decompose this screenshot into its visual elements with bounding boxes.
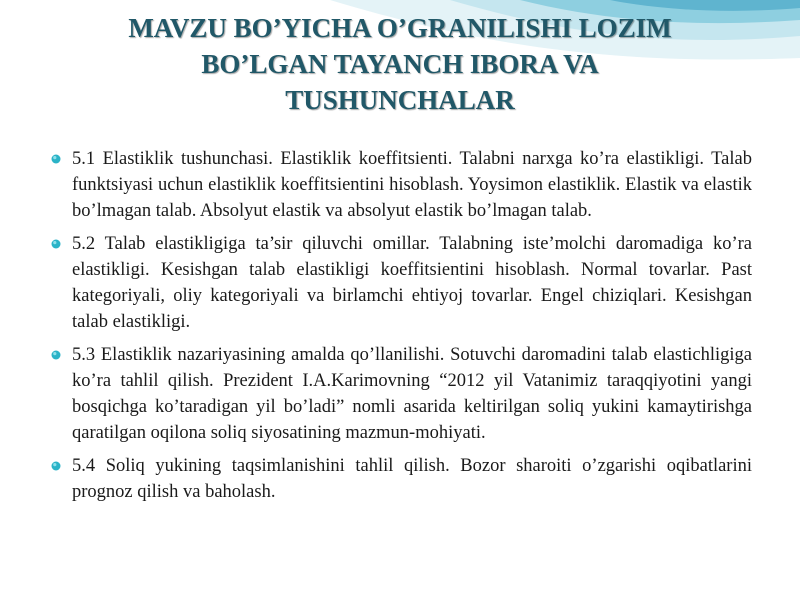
slide-title: [40, 10, 760, 118]
title-line: MAVZU BO’YICHA O’GRANILISHI LOZIM: [128, 13, 672, 43]
title-line: BO’LGAN TAYANCH IBORA VA: [201, 49, 599, 79]
list-item-text: 5.4 Soliq yukining taqsimlanishini tahlil qilish. Bozor sharoiti o’zgarishi oqibatlarini prognoz qilish va baholash.: [72, 456, 752, 502]
teal-dot-bullet-icon: [51, 461, 61, 471]
teal-dot-bullet-icon: [51, 239, 61, 249]
list-item: [50, 453, 752, 505]
list-item: [50, 342, 752, 446]
teal-dot-bullet-icon: [51, 350, 61, 360]
list-item-text: 5.3 Elastiklik nazariyasining amalda qo’llanilishi. Sotuvchi daromadini talab elastichligiga ko’ra tahlil qilish. Prezident I.A.Karimovning “2012 yil Vatanimiz taraqqiyotini yangi bosqichga ko’taradigan yil bo’ladi” nomli asarida keltirilgan soliq yukini kamaytirishga qaratilgan oqilona soliq siyosatining mazmun-mohiyati.: [72, 345, 752, 443]
list-item: [50, 146, 752, 224]
teal-dot-bullet-icon: [51, 154, 61, 164]
list-item-text: 5.1 Elastiklik tushunchasi. Elastiklik koeffitsienti. Talabni narxga ko’ra elastikligi. Talab funktsiyasi uchun elastiklik koeffitsientini hisoblash. Yoysimon elastiklik. Elastik va elastik bo’lmagan talab. Absolyut elastik va absolyut elastik bo’lmagan talab.: [72, 149, 752, 221]
title-line: TUSHUNCHALAR: [285, 85, 515, 115]
list-item-text: 5.2 Talab elastikligiga ta’sir qiluvchi omillar. Talabning iste’molchi daromadiga ko’ra elastikligi. Kesishgan talab elastikligi koeffitsientini hisoblash. Normal tovarlar. Past kategoriyali, oliy kategoriyali va birlamchi ehtiyoj tovarlar. Engel chiziqlari. Kesishgan talab elastikligi.: [72, 234, 752, 332]
list-item: [50, 231, 752, 335]
topic-list: [50, 146, 752, 512]
